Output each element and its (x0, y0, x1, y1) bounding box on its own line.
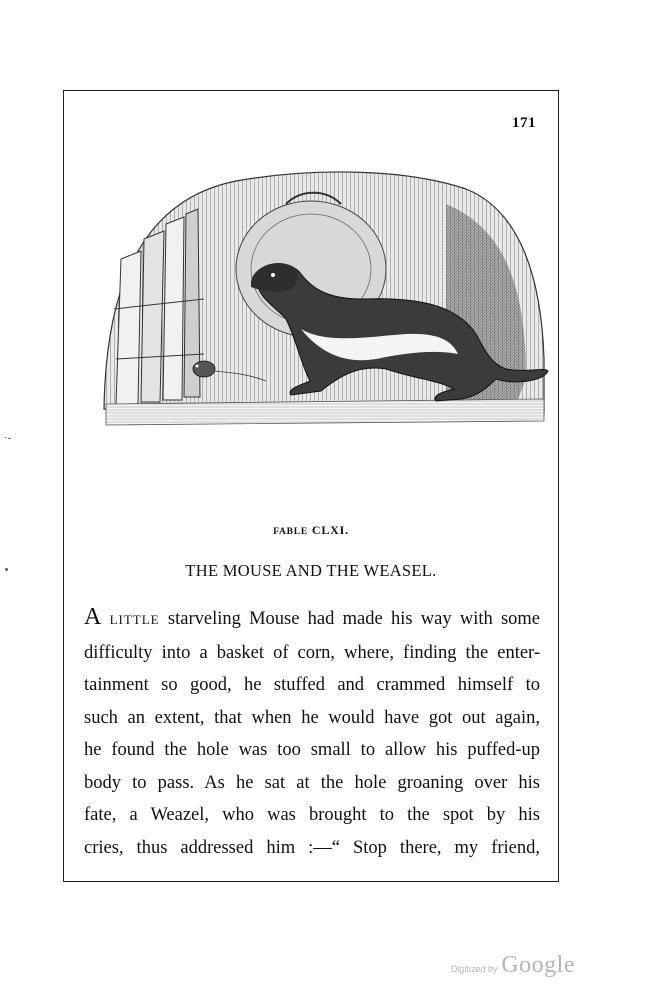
body-line: fate, a Weazel, who was brought to the spot by his (84, 805, 540, 825)
body-line: such an extent, that when he would have got out again, (84, 707, 540, 728)
body-line-1-rest: starveling Mouse had made his way with some (167, 609, 541, 629)
fable-label: FABLE (273, 527, 309, 537)
weasel-and-mouse-engraving-icon (86, 159, 550, 441)
watermark-prefix: Digitized by (450, 964, 498, 974)
watermark-brand: Google (501, 952, 575, 978)
fable-number (64, 523, 558, 538)
google-watermark (451, 952, 575, 979)
page-number: 171 (512, 115, 536, 131)
body-line: tainment so good, he stuffed and crammed himself to (84, 675, 540, 695)
drop-cap: A (84, 604, 102, 630)
body-line (84, 601, 540, 637)
body-line: difficulty into a basket of corn, where, finding the enter- (84, 642, 540, 663)
fable-title: THE MOUSE AND THE WEASEL. (185, 561, 437, 580)
body-line: he found the hole was too small to allow his puffed-up (84, 740, 540, 760)
body-line: body to pass. As he sat at the hole groaning over his (84, 772, 540, 793)
small-caps-word: LITTLE (109, 612, 160, 627)
body-line: cries, thus addressed him :—“ Stop there, my friend, (84, 837, 540, 858)
margin-dot (5, 568, 8, 571)
fable-body-text (84, 601, 540, 864)
margin-mark: ·- (4, 432, 12, 444)
fable-numeral: CLXI. (311, 523, 349, 537)
page-frame (63, 90, 559, 882)
